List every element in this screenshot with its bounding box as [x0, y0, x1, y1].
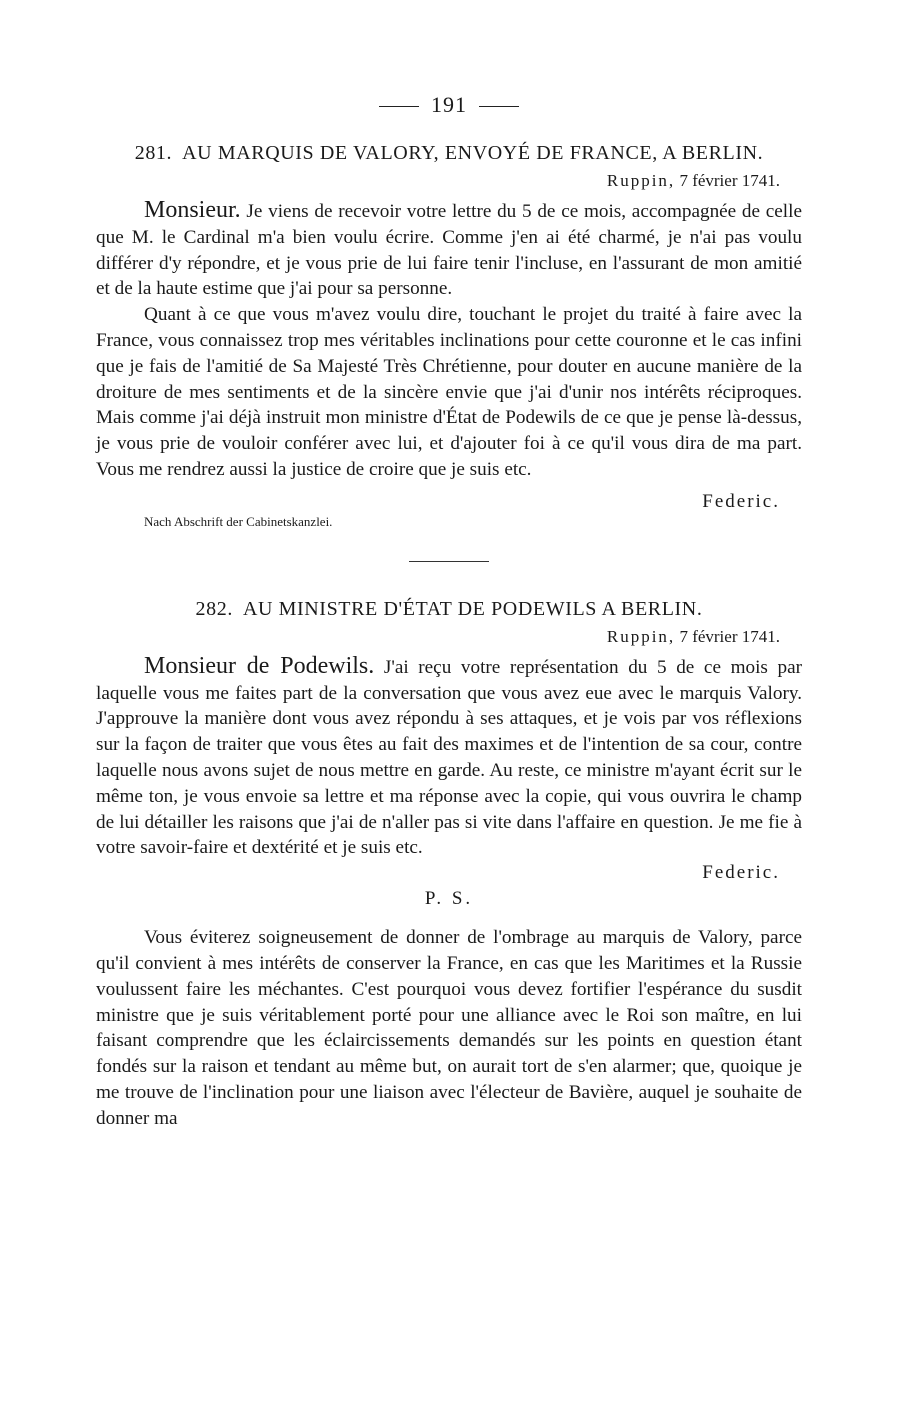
letter-paragraph-text: Quant à ce que vous m'avez voulu dire, touchant le projet du traité à faire avec la France, vous connaissez trop mes véritables inclinations pour cette couronne et le cas infini que je fais de l'amitié de Sa Majesté Très Chrétienne, pour douter en aucune manière de la droiture de mes sentiments et de la sincère envie que j'ai d'unir nos intérêts réciproques. Mais comme j'ai déjà instruit mon ministre d'État de Podewils de ce que je pense là-dessus, je vous prie de vouloir conférer avec lui, et d'ajouter foi à ce qu'il vous dira de ma part. Vous me rendrez aussi la justice de croire que je suis etc. — [96, 304, 802, 480]
page-number-dash-right — [479, 106, 519, 107]
letter-salutation: Monsieur de Podewils. — [144, 652, 375, 679]
page-number-text: 191 — [431, 92, 467, 117]
letter-paragraph-text: Je viens de recevoir votre lettre du 5 de ce mois, accompagnée de celle que M. le Cardinal m'a bien voulu écrire. Comme j'en ai été charmé, je n'ai pas voulu différer d'y répondre, et je vous prie de lui faire tenir l'incluse, en l'assurant de mon amitié et de la haute estime que j'ai pour sa personne. — [96, 201, 802, 300]
letter-heading-text: AU MARQUIS DE VALORY, ENVOYÉ DE FRANCE, A BERLIN. — [182, 142, 764, 164]
letter-paragraph — [96, 302, 802, 483]
page-number — [96, 92, 802, 118]
letter-heading-text: AU MINISTRE D'ÉTAT DE PODEWILS A BERLIN. — [242, 597, 703, 620]
letter-paragraph-text: J'ai reçu votre représentation du 5 de ce mois par laquelle vous me faites part de la conversation que vous avez eue avec le marquis Valory. J'approuve la manière dont vous avez répondu à ses attaques, et je vois par vos réflexions sur la façon de traiter que vous êtes au fait des maximes et de l'intention de sa cour, contre laquelle nous avons sujet de nous mettre en garde. Au reste, ce ministre m'ayant écrit sur le même ton, je vous envoie sa lettre et ma réponse avec la copie, qui vous ouvrira le champ de lui détailler les raisons que j'ai de n'aller pas si vite dans l'affaire en question. Je me fie à votre savoir-faire et dextérité et je suis etc. — [96, 656, 802, 859]
postscript-paragraph: Vous éviterez soigneusement de donner de l'ombrage au marquis de Valory, parce qu'il convient à mes intérêts de conserver la France, en cas que les Maritimes et la Russie voulussent faire les méchantes. C'est pourquoi vous devez fortifier l'espérance du susdit ministre que je suis véritablement porté pour une alliance avec le Roi son maître, en lui faisant comprendre que les éclaircissements demandés sur les points en question étant fondés sur la raison et tendant au même but, on aurait tort de s'en alarmer; que, quoique je me trouve de l'inclination pour une liaison avec l'électeur de Bavière, auquel je souhaite de donner ma — [96, 927, 802, 1129]
letter-paragraph — [96, 198, 802, 302]
page-number-dash-left — [379, 106, 419, 107]
letter-heading — [96, 140, 802, 166]
letter-place: Ruppin, — [606, 171, 676, 190]
letter-signature: Federic. — [702, 862, 780, 884]
postscript-heading: P. S. — [424, 888, 474, 910]
place-date — [96, 626, 780, 648]
letter-282 — [96, 596, 802, 1132]
letter-separator — [409, 561, 489, 562]
letter-281 — [96, 140, 802, 531]
source-note: Nach Abschrift der Cabinetskanzlei. — [144, 513, 333, 529]
letter-heading — [96, 596, 802, 622]
letter-number: 282. — [195, 597, 233, 620]
letter-date: 7 février 1741. — [679, 171, 780, 190]
letter-paragraph — [96, 654, 802, 861]
place-date — [96, 170, 780, 192]
document-page — [96, 92, 802, 1132]
letter-place: Ruppin, — [606, 626, 676, 646]
letter-date: 7 février 1741. — [679, 626, 780, 646]
letter-number: 281. — [134, 142, 173, 164]
letter-signature: Federic. — [702, 490, 780, 512]
letter-salutation: Monsieur. — [144, 197, 241, 223]
